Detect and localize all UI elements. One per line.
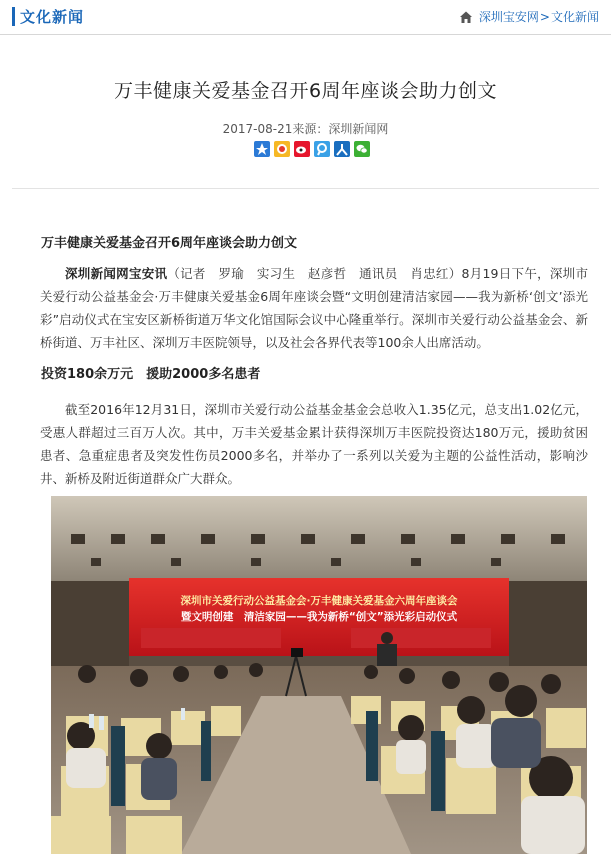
wechat-share-icon[interactable] — [354, 141, 370, 157]
article-date: 2017-08-21 — [222, 122, 293, 136]
article-meta — [0, 120, 611, 137]
article-title: 万丰健康关爱基金召开6周年座谈会助力创文 — [113, 80, 498, 102]
share-bar — [254, 141, 370, 157]
qzone-share-icon[interactable] — [254, 141, 270, 157]
breadcrumb-section-link[interactable]: 文化新闻 — [550, 10, 599, 24]
article-source: 深圳新闻网 — [328, 122, 389, 136]
section-heading: 投资180余万元 援助2000多名患者 — [41, 367, 261, 382]
article-subtitle: 万丰健康关爱基金召开6周年座谈会助力创文 — [41, 236, 298, 251]
paragraph-1 — [40, 262, 588, 354]
dateline: 深圳新闻网宝安讯 — [65, 266, 168, 281]
section-header — [0, 0, 611, 35]
paragraph-2: 截至2016年12月31日，深圳市关爱行动公益基金基金会总收入1.35亿元，总支出1.02亿元，受惠人群超过三百万人次。其中，万丰关爱基金累计获得深圳万丰医院投资达180万元，援助贫困患者、急重症患者及突发性伤员2000多名，并举办了一系列以关爱为主题的公益性活动，影响沙井、新桥及附近街道群众广大群众。 — [40, 402, 588, 486]
section-title: 文化新闻 — [20, 8, 85, 26]
banner-line-2: 暨文明创建 清洁家园——我为新桥“创文”添光彩启动仪式 — [180, 611, 458, 623]
tencent-share-icon[interactable] — [314, 141, 330, 157]
breadcrumb — [459, 8, 599, 25]
weibo-share-icon[interactable] — [294, 141, 310, 157]
qq-share-icon[interactable] — [274, 141, 290, 157]
renren-share-icon[interactable] — [334, 141, 350, 157]
event-photo-illustration — [51, 496, 587, 854]
banner-line-1: 深圳市关爱行动公益基金会·万丰健康关爱基金六周年座谈会 — [180, 595, 458, 607]
home-icon[interactable] — [459, 10, 473, 24]
paragraph-1-text: （记者 罗瑜 实习生 赵彦哲 通讯员 肖忠红）8月19日下午，深圳市关爱行动公益基金会·万丰健康关爱基金6周年座谈会暨“文明创建清洁家园——我为新桥‘创文’添光彩”启动仪式在宝安区新桥街道万华文化馆国际会议中心隆重举行。深圳市关爱行动公益基金会、新桥街道、万丰社区、深圳万丰医院领导，以及社会各界代表等100余人出席活动。 — [40, 266, 588, 350]
breadcrumb-home-link[interactable]: 深圳宝安网 — [478, 10, 539, 24]
article-photo — [51, 496, 587, 854]
breadcrumb-separator: > — [539, 9, 550, 24]
section-marker — [12, 7, 15, 26]
divider — [12, 188, 599, 189]
source-label: 来源： — [292, 122, 329, 136]
